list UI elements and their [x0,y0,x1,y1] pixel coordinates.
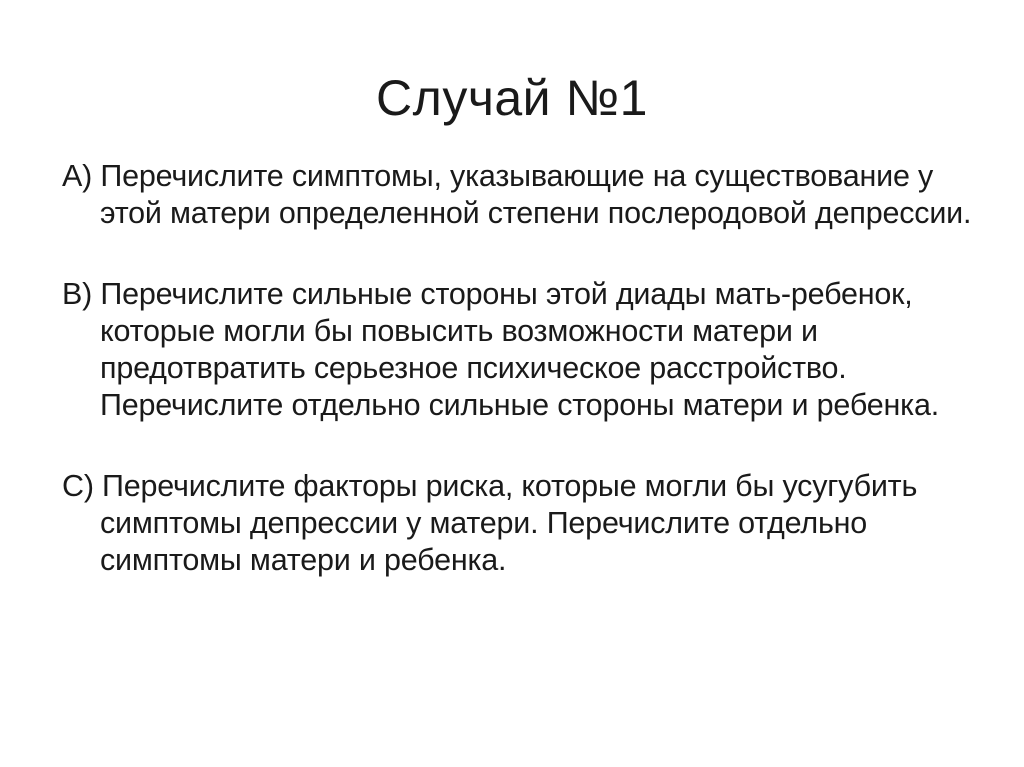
question-list [62,158,982,579]
slide-title: Случай №1 [376,70,648,126]
question-b: В) Перечислите сильные стороны этой диады мать-ребенок, которые могли бы повысить возможности матери и предотвратить серьезное психическое расстройство. Перечислите отдельно сильные стороны матери и ребенка. [62,277,940,422]
question-a: А) Перечислите симптомы, указывающие на существование у этой матери определенной степени послеродовой депрессии. [62,159,972,230]
question-c: С) Перечислите факторы риска, которые могли бы усугубить симптомы депрессии у матери. Перечислите отдельно симптомы матери и ребенка. [62,469,918,577]
